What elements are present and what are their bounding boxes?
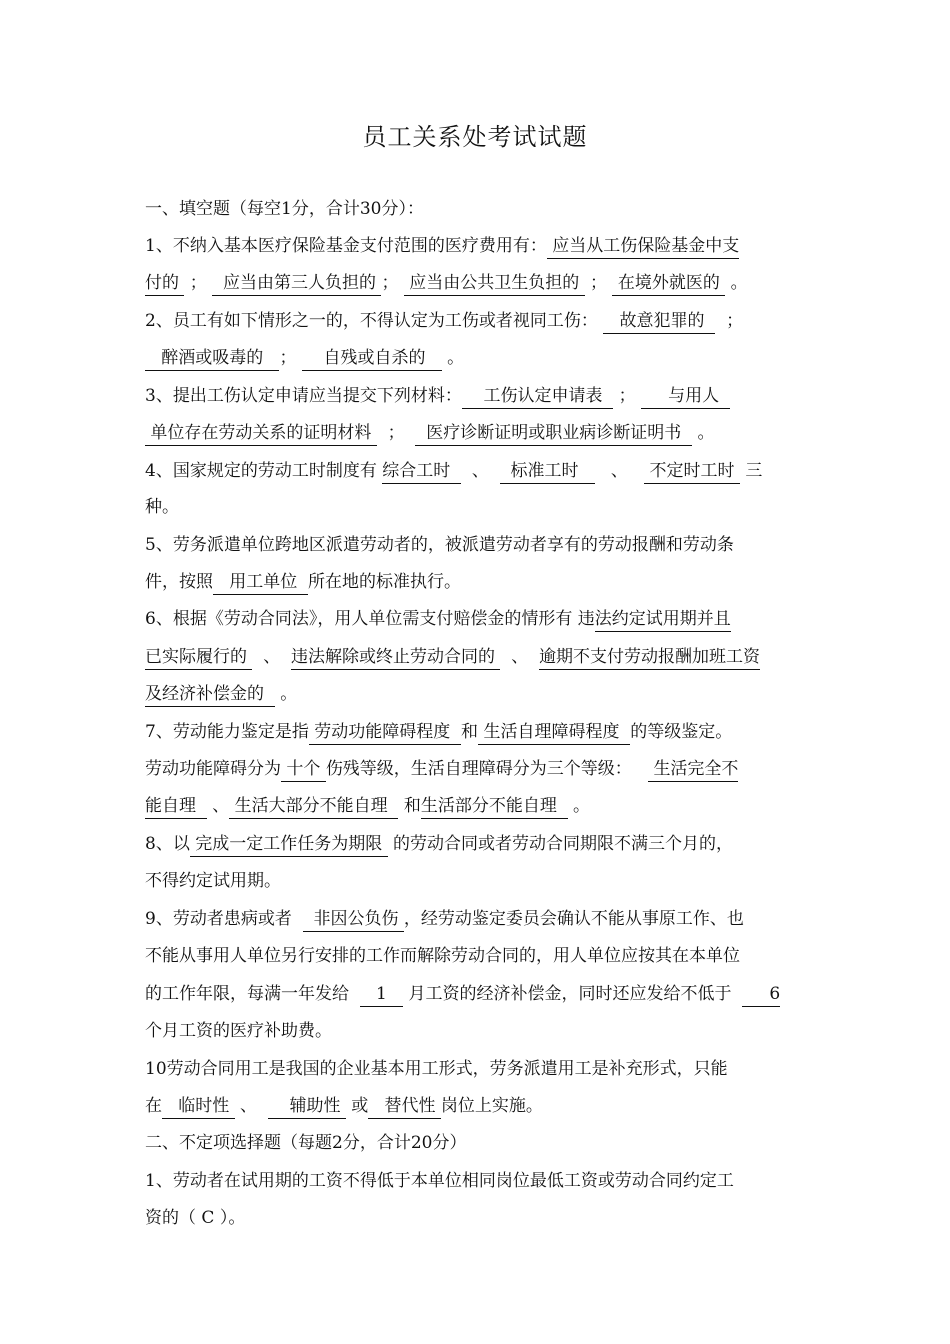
question-3-line-1: 3、提出工伤认定申请应当提交下列材料： 工伤认定申请表 ； 与用人 — [145, 384, 730, 409]
question-9-line-1: 9、劳动者患病或者 非因公负伤 ，经劳动鉴定委员会确认不能从事原工作、也 — [145, 907, 744, 932]
answer-blank: 在境外就医的 — [612, 273, 725, 296]
question-9-line-2: 不能从事用人单位另行安排的工作而解除劳动合同的，用人单位应按其在本单位 — [145, 946, 740, 966]
question-6-line-1: 6、根据《劳动合同法》，用人单位需支付赔偿金的情形有 违法约定试用期并且 — [145, 607, 731, 632]
section-heading-multiple-choice: 二、不定项选择题（每题2分，合计20分） — [145, 1133, 467, 1153]
answer-blank: 工伤认定申请表 — [462, 386, 613, 409]
mc-question-1-line-2: 资的（ C ）。 — [145, 1208, 246, 1228]
answer-blank: 应当由公共卫生负担的 — [404, 273, 585, 296]
section-heading-fill-in: 一、填空题（每空1分，合计30分）： — [145, 199, 424, 219]
answer-blank: 1 — [360, 984, 403, 1007]
question-text: 6、根据《劳动合同法》，用人单位需支付赔偿金的情形有 — [145, 609, 573, 629]
question-5-line-1: 5、劳务派遣单位跨地区派遣劳动者的，被派遣劳动者享有的劳动报酬和劳动条 — [145, 535, 734, 555]
mc-question-1-line-1: 1、劳动者在试用期的工资不得低于本单位相同岗位最低工资或劳动合同约定工 — [145, 1171, 734, 1191]
question-5-line-2: 件，按照 用工单位 所在地的标准执行。 — [145, 570, 461, 595]
answer-blank: 故意犯罪的 — [603, 311, 715, 334]
answer-blank: 替代性 — [368, 1096, 441, 1119]
page-title: 员工关系处考试试题 — [362, 123, 588, 151]
question-7-line-2: 劳动功能障碍分为 十个 伤残等级，生活自理障碍分为三个等级： 生活完全不 — [145, 757, 738, 782]
answer-blank: 十个 — [281, 759, 326, 782]
answer-blank: 法约定试用期并且 — [595, 609, 731, 632]
question-10-line-1: 10劳动合同用工是我国的企业基本用工形式，劳务派遣用工是补充形式，只能 — [145, 1059, 728, 1079]
answer-blank: 生活大部分不能自理 — [229, 796, 398, 819]
answer-blank: 标准工时 — [500, 461, 595, 484]
answer-blank: 用工单位 — [213, 572, 308, 595]
question-7-line-1: 7、劳动能力鉴定是指 劳动功能障碍程度 和 生活自理障碍程度 的等级鉴定。 — [145, 720, 732, 745]
question-4-line-2: 种。 — [145, 497, 179, 517]
question-7-line-3: 能自理 、 生活大部分不能自理 和生活部分不能自理 。 — [145, 794, 590, 819]
question-1-line-2: 付的 ； 应当由第三人负担的 ； 应当由公共卫生负担的 ； 在境外就医的 。 — [145, 271, 748, 296]
answer-blank: 逾期不支付劳动报酬加班工资 — [539, 647, 760, 670]
answer-blank: 已实际履行的 — [145, 647, 252, 670]
answer-blank: 应当由第三人负担的 — [212, 273, 381, 296]
answer-blank: 6 — [742, 984, 780, 1007]
question-8-line-2: 不得约定试用期。 — [145, 871, 281, 891]
question-text: 7、劳动能力鉴定是指 — [145, 722, 309, 742]
answer-blank: 醉酒或吸毒的 — [145, 348, 279, 371]
answer-blank: 完成一定工作任务为期限 — [190, 834, 388, 857]
question-2-line-1: 2、员工有如下情形之一的，不得认定为工伤或者视同工伤： 故意犯罪的 ； — [145, 309, 743, 334]
question-1-line-1 — [145, 234, 739, 259]
question-text: 4、国家规定的劳动工时制度有 — [145, 461, 377, 481]
question-3-line-2: 单位存在劳动关系的证明材料 ； 医疗诊断证明或职业病诊断证明书 。 — [145, 421, 714, 446]
answer-blank: 单位存在劳动关系的证明材料 — [145, 423, 377, 446]
answer-blank: 生活完全不 — [648, 759, 738, 782]
answer-blank: 违法解除或终止劳动合同的 — [291, 647, 500, 670]
question-text: 1、不纳入基本医疗保险基金支付范围的医疗费用有： — [145, 236, 547, 256]
answer-blank: 生活部分不能自理 — [421, 796, 568, 819]
answer-blank: 应当从工伤保险基金中支 — [547, 236, 739, 259]
answer-blank: 临时性 — [162, 1096, 235, 1119]
question-9-line-3: 的工作年限，每满一年发给 1 月工资的经济补偿金，同时还应发给不低于 6 — [145, 982, 780, 1007]
answer-blank: 生活自理障碍程度 — [478, 722, 630, 745]
answer-blank: 不定时工时 — [644, 461, 740, 484]
answer-blank: 劳动功能障碍程度 — [309, 722, 461, 745]
question-9-line-4: 个月工资的医疗补助费。 — [145, 1021, 332, 1041]
question-6-line-2: 已实际履行的 、 违法解除或终止劳动合同的 、 逾期不支付劳动报酬加班工资 — [145, 645, 760, 670]
answer-blank: 辅助性 — [268, 1096, 346, 1119]
answer-blank: 自残或自杀的 — [302, 348, 442, 371]
question-text: 2、员工有如下情形之一的，不得认定为工伤或者视同工伤： — [145, 311, 598, 331]
answer-blank: 及经济补偿金的 — [145, 684, 275, 707]
question-2-line-2: 醉酒或吸毒的 ； 自残或自杀的 。 — [145, 346, 464, 371]
answer-blank: 能自理 — [145, 796, 207, 819]
question-8-line-1: 8、以 完成一定工作任务为期限 的劳动合同或者劳动合同期限不满三个月的， — [145, 832, 733, 857]
question-text: 3、提出工伤认定申请应当提交下列材料： — [145, 386, 462, 406]
answer-blank: 付的 — [145, 273, 184, 296]
question-4-line-1: 4、国家规定的劳动工时制度有 综合工时 、 标准工时 、 不定时工时 三 — [145, 459, 762, 484]
answer-blank: 医疗诊断证明或职业病诊断证明书 — [415, 423, 692, 446]
answer-blank: 综合工时 — [382, 461, 461, 484]
answer-blank: 与用人 — [641, 386, 730, 409]
answer-blank: 非因公负伤 — [303, 909, 404, 932]
question-6-line-3: 及经济补偿金的 。 — [145, 682, 297, 707]
question-10-line-2: 在 临时性 、 辅助性 或 替代性 岗位上实施。 — [145, 1094, 543, 1119]
